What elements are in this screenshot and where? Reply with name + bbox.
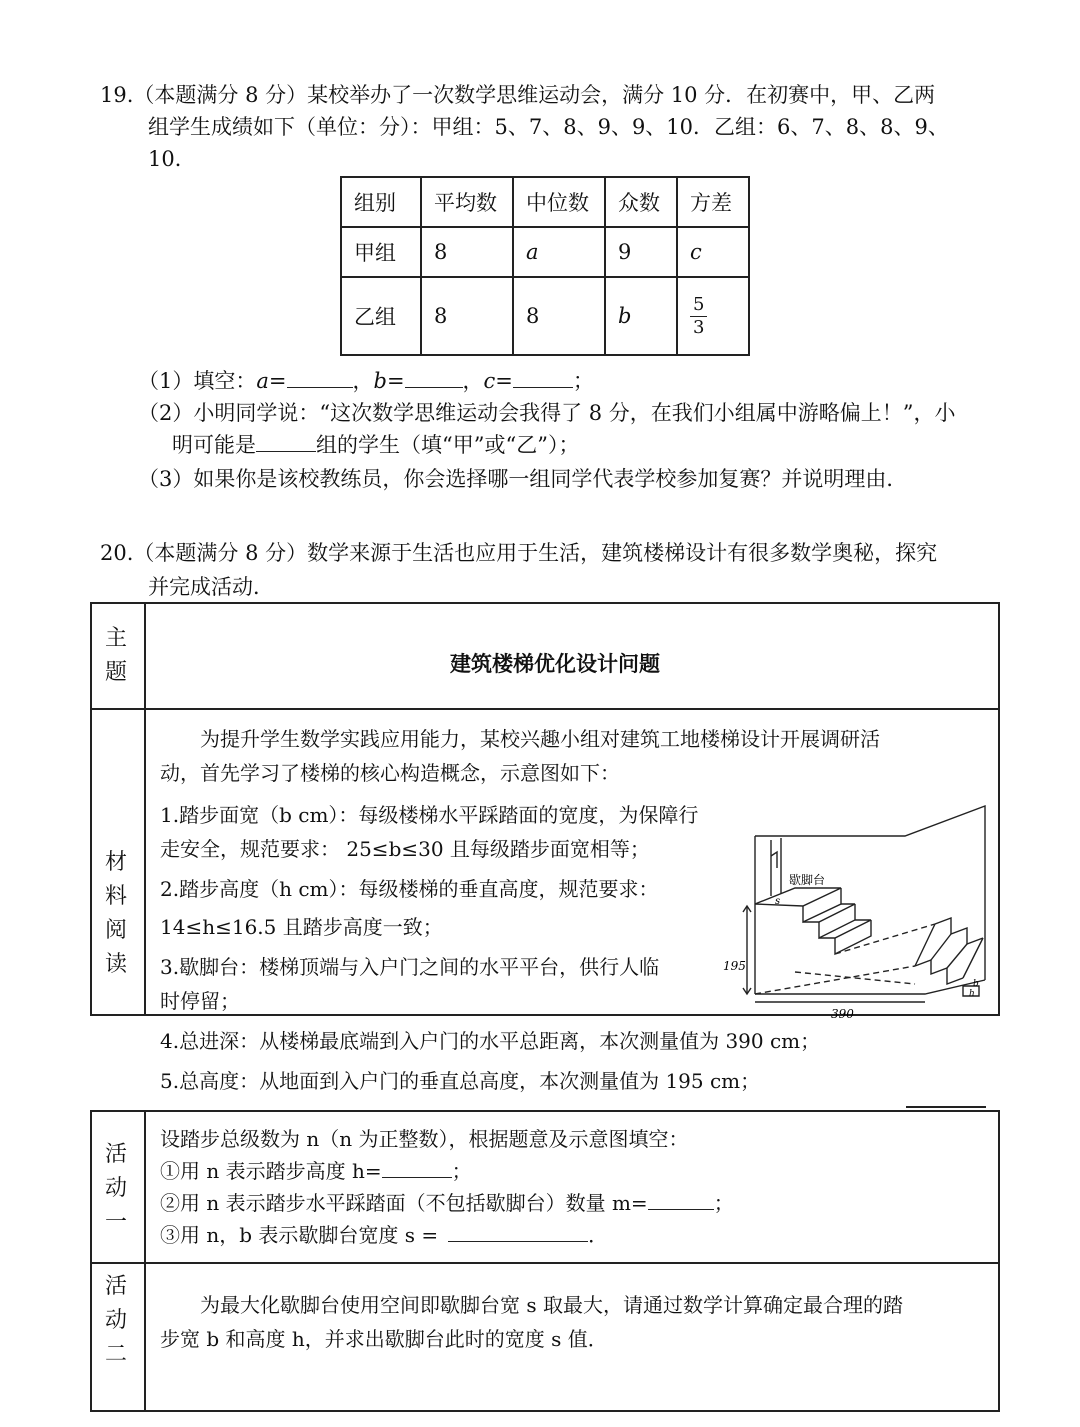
separator: ；	[572, 369, 594, 393]
side-label-activity-1	[96, 1138, 136, 1240]
activity-title: 建筑楼梯优化设计问题	[450, 652, 660, 676]
side-char: 主	[104, 626, 127, 651]
activity-2-line-2: 步宽 b 和高度 h，并求出歇脚台此时的宽度 s 值．	[160, 1327, 608, 1351]
side-char: 读	[104, 952, 127, 977]
material-item-1b: 走安全，规范要求： 25≤b≤30 且每级踏步面宽相等；	[160, 837, 650, 861]
table-cell: c	[677, 227, 749, 277]
side-char: 活	[104, 1274, 127, 1299]
blank-c[interactable]	[513, 367, 573, 388]
column-divider	[144, 1110, 146, 1410]
column-divider	[144, 602, 146, 1014]
side-char: 二	[104, 1342, 127, 1367]
table-cell: 8	[513, 277, 605, 355]
table-cell: 8	[421, 227, 513, 277]
material-item-4: 4.总进深：从楼梯最底端到入户门的水平总距离，本次测量值为 390 cm；	[160, 1029, 821, 1053]
separator: ．	[588, 1223, 609, 1247]
material-para-1b: 动，首先学习了楼梯的核心构造概念，示意图如下：	[160, 761, 620, 785]
side-char: 材	[104, 850, 127, 875]
score-table	[340, 176, 750, 356]
table-cell: 甲组	[341, 227, 421, 277]
fraction	[690, 294, 707, 339]
fraction-denominator: 3	[693, 316, 705, 338]
q19-part-3: （3）如果你是该校教练员，你会选择哪一组同学代表学校参加复赛？并说明理由．	[138, 467, 908, 491]
table-cell: a	[513, 227, 605, 277]
row-divider	[90, 708, 998, 710]
table-cell: 8	[421, 277, 513, 355]
part-2-text: 明可能是	[172, 433, 256, 457]
stairs-diagram	[723, 796, 995, 1022]
side-char: 活	[104, 1142, 127, 1167]
side-label-theme	[96, 622, 136, 690]
activity-1-item-2	[160, 1188, 734, 1218]
separator: ，	[462, 369, 484, 393]
blank-c-label: c=	[483, 369, 513, 393]
blank-a-label: a=	[256, 369, 287, 393]
q19-line-2: 组学生成绩如下（单位：分）：甲组：5、7、8、9、9、10．乙组：6、7、8、8、9、	[148, 115, 949, 139]
table-header: 众数	[605, 177, 677, 227]
blank-m[interactable]	[648, 1189, 714, 1210]
label-platform: 歇脚台	[789, 873, 826, 887]
material-item-2b: 14≤h≤16.5 且踏步高度一致；	[160, 915, 443, 939]
material-item-5: 5.总高度：从地面到入户门的垂直总高度，本次测量值为 195 cm；	[160, 1069, 761, 1093]
material-item-2: 2.踏步高度（h cm）：每级楼梯的垂直高度，规范要求：	[160, 877, 659, 901]
q19-line-3: 10．	[148, 147, 196, 171]
q19-part-1	[138, 366, 594, 396]
label-b: b	[973, 979, 979, 989]
part-2-text: 组的学生（填“甲”或“乙”）；	[316, 433, 580, 457]
table-cell-fraction	[677, 277, 749, 355]
table-cell: 9	[605, 227, 677, 277]
blank-group[interactable]	[256, 431, 316, 452]
side-char: 料	[104, 884, 127, 909]
table-header: 组别	[341, 177, 421, 227]
label-s: s	[775, 896, 781, 907]
q19-part-2-line-2	[172, 430, 579, 460]
label-h: h	[969, 989, 975, 999]
table-header: 平均数	[421, 177, 513, 227]
blank-a[interactable]	[287, 367, 353, 388]
item-text: ②用 n 表示踏步水平踩踏面（不包括歇脚台）数量 m=	[160, 1191, 648, 1215]
q20-line-2: 并完成活动．	[148, 575, 274, 599]
side-char: 动	[104, 1176, 127, 1201]
separator: ；	[713, 1191, 734, 1215]
material-item-3b: 时停留；	[160, 989, 240, 1013]
side-char: 动	[104, 1308, 127, 1333]
q20-line-1: 20.（本题满分 8 分）数学来源于生活也应用于生活，建筑楼梯设计有很多数学奥秘，探究	[100, 541, 938, 565]
item-text: ③用 n，b 表示歇脚台宽度 s =	[160, 1223, 439, 1247]
item-text: ①用 n 表示踏步高度 h=	[160, 1159, 382, 1183]
activity-1-item-3	[160, 1220, 608, 1250]
q19-line-1: 19.（本题满分 8 分）某校举办了一次数学思维运动会，满分 10 分．在初赛中，甲、乙两	[100, 83, 936, 107]
side-char: 一	[104, 1210, 127, 1235]
activity-1-intro: 设踏步总级数为 n（n 为正整数），根据题意及示意图填空：	[160, 1127, 689, 1151]
activity-2-line-1: 为最大化歇脚台使用空间即歇脚台宽 s 取最大，请通过数学计算确定最合理的踏	[200, 1293, 903, 1317]
blank-h[interactable]	[382, 1157, 452, 1178]
table-cell: b	[605, 277, 677, 355]
wall-outline	[755, 806, 985, 980]
side-char: 题	[104, 660, 127, 685]
blank-b[interactable]	[405, 367, 463, 388]
table-row	[341, 277, 749, 355]
material-para-1: 为提升学生数学实践应用能力，某校兴趣小组对建筑工地楼梯设计开展调研活	[200, 727, 880, 751]
blank-b-label: b=	[373, 369, 405, 393]
table-cell: 乙组	[341, 277, 421, 355]
part-1-label: （1）填空：	[138, 369, 257, 393]
separator: ，	[352, 369, 374, 393]
side-char: 阅	[104, 918, 127, 943]
side-label-activity-2	[96, 1270, 136, 1372]
table-header: 方差	[677, 177, 749, 227]
table-header: 中位数	[513, 177, 605, 227]
blank-s[interactable]	[448, 1221, 588, 1242]
decorative-rule	[906, 1106, 986, 1108]
separator: ；	[451, 1159, 472, 1183]
activity-1-item-1	[160, 1156, 472, 1186]
material-item-1: 1.踏步面宽（b cm）：每级楼梯水平踩踏面的宽度，为保障行	[160, 803, 699, 827]
label-depth: 390	[831, 1007, 854, 1021]
table-row	[341, 227, 749, 277]
material-item-3: 3.歇脚台：楼梯顶端与入户门之间的水平平台，供行人临	[160, 955, 660, 979]
side-label-material	[96, 846, 136, 982]
fraction-numerator: 5	[690, 294, 707, 317]
label-height: 195	[723, 959, 746, 973]
q19-part-2-line-1: （2）小明同学说：“这次数学思维运动会我得了 8 分，在我们小组属中游略偏上！”，小	[138, 401, 956, 425]
